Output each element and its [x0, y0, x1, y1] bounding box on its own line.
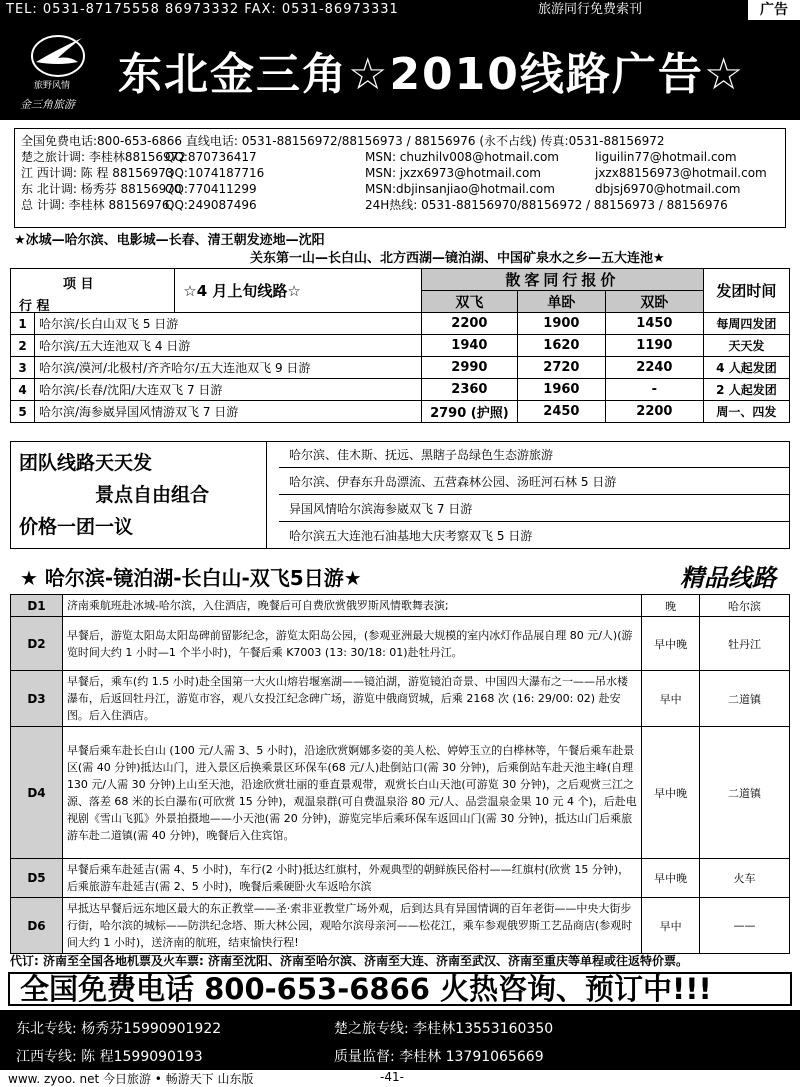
ad-tag: 广告 [748, 0, 800, 20]
row-route: 哈尔滨/海参崴异国风情游双飞 7 日游 [35, 401, 422, 423]
contact-email: dbjsj6970@hotmail.com [595, 182, 741, 196]
contact-hotline: 24H热线: 0531-88156970/88156972 / 88156973 / 88156976 [365, 198, 728, 212]
footer-contacts [0, 1010, 800, 1070]
day-meals: 早中 [642, 898, 700, 954]
price-double-flight: 2200 [421, 313, 517, 335]
hotline-banner: 全国免费电话 800-653-6866 火热咨询、预订中!!! [8, 972, 792, 1006]
table-row [11, 335, 790, 357]
row-number: 3 [11, 357, 35, 379]
contact-qq: QQ:1074187716 [165, 166, 265, 180]
table-row [11, 313, 790, 335]
team-slogan [11, 442, 267, 548]
contact-row [21, 197, 779, 213]
day-meals: 早中晚 [642, 727, 700, 859]
day-stay: 牡丹江 [700, 617, 790, 671]
row-number: 2 [11, 335, 35, 357]
price-double-sleeper: 1190 [605, 335, 703, 357]
publication-name: 旅游同行免费索刊 [538, 2, 643, 17]
table-row [11, 379, 790, 401]
price-double-sleeper: 2200 [605, 401, 703, 423]
day-meals: 早中 [642, 671, 700, 727]
price-double-sleeper: 2240 [605, 357, 703, 379]
banner [0, 20, 800, 120]
row-route: 哈尔滨/长春/沈阳/大连双飞 7 日游 [35, 379, 422, 401]
price-double-flight: 2360 [421, 379, 517, 401]
day-plan: 早餐后，游览太阳岛太阳岛碑前留影纪念，游览太阳岛公园，(参观亚洲最大规模的室内冰灯作品展自理 80 元/人)(游览时间大约 1 小时—1 个半小时)，午餐后乘 K7003 (13: 30/18: 01)赴牡丹江。 [62, 617, 641, 671]
slogan-line-3: 价格一团一议 [19, 516, 134, 538]
row-number: 5 [11, 401, 35, 423]
footer-jiangxi-line: 江西专线: 陈 程1599090193 [16, 1049, 203, 1065]
route-header: ☆4 月上旬线路☆ [175, 269, 422, 313]
row-departure: 每周四发团 [703, 313, 789, 335]
day-plan: 济南乘航班赴冰城-哈尔滨，入住酒店，晚餐后可自费欣赏俄罗斯风情歌舞表演; [62, 595, 641, 617]
day-plan: 早餐后乘车赴延吉(需 4、5 小时)，车行(2 小时)抵达红旗村，外观典型的朝鲜族民俗村——红旗村(欣赏 15 分钟)，后乘旅游车赴延吉(需 2、5 小时)，晚餐后乘硬卧火车返哈尔滨 [62, 859, 641, 898]
itinerary-row [11, 898, 790, 954]
day-stay: 火车 [700, 859, 790, 898]
day-plan: 早抵达早餐后远东地区最大的东正教堂——圣·索非亚教堂广场外观，后到达具有异国情调的百年老街——中央大街步行街，哈尔滨的城标——防洪纪念塔、斯大林公园，观哈尔滨母亲河——松花江，乘车参观俄罗斯工艺品商店(参观时间大约 1 小时)，送济南的航班，结束愉快行程! [62, 898, 641, 954]
team-route-item: 哈尔滨五大连池石油基地大庆考察双飞 5 日游 [289, 529, 533, 543]
featured-tag: 精品线路 [680, 564, 776, 592]
row-number: 1 [11, 313, 35, 335]
day-label: D6 [11, 898, 63, 954]
row-route: 哈尔滨/五大连池双飞 4 日游 [35, 335, 422, 357]
day-plan: 早餐后乘车赴长白山 (100 元/人需 3、5 小时)，沿途欣赏婀娜多姿的美人松、婷婷玉立的白桦林等，午餐后乘车赴景区(需 40 分钟)抵达山门，进入景区后换乘景区环保车(68 元/人)赴倒站口(需 30 分钟)，后乘倒站车赴天池主峰(自理 130 元/人需 30 分钟)上山至天池，沿途欣赏壮丽的垂直景观带，观赏长白山天池(可游览 30 分钟)，之后观赏三江之源、落差 68 米的长白瀑布(可欣赏 15 分钟)，观温泉群(可自费温泉浴 80 元/人、品尝温泉金果 10 元 4 个)，后赴电视剧《雪山飞狐》外景拍摄地——小天池(需 20 分钟)，游览完毕后乘环保车返回山门(需 30 分钟)，抵达山门后乘旅游车赴二道镇(需 40 分钟)，晚餐后入住宾馆。 [62, 727, 641, 859]
table-corner [11, 269, 175, 313]
contact-row [21, 165, 779, 181]
day-plan: 早餐后，乘车(约 1.5 小时)赴全国第一大火山熔岩堰塞湖——镜泊湖，游览镜泊奇景、中国四大瀑布之一——吊水楼瀑布，后返回牡丹江，游览市容，观八女投江纪念碑广场，游览中俄商贸城，后乘 2168 次 (16: 29/00: 02) 赴安图。后入住酒店。 [62, 671, 641, 727]
price-single-sleeper: 1620 [517, 335, 605, 357]
region-line-2: 关东第一山—长白山、北方西湖—镜泊湖、中国矿泉水之乡—五大连池★ [250, 251, 665, 266]
day-meals: 早中晚 [642, 617, 700, 671]
contact-email: liguilin77@hotmail.com [595, 150, 737, 164]
page-number: -41- [380, 1070, 404, 1084]
itinerary-row [11, 671, 790, 727]
row-departure: 4 人起发团 [703, 357, 789, 379]
contact-msn: MSN:dbjinsanjiao@hotmail.com [365, 182, 555, 196]
top-bar [0, 0, 800, 20]
contact-role: 楚之旅计调: 李桂林88156972 [21, 150, 186, 164]
row-departure: 周一、四发 [703, 401, 789, 423]
page-title: 东北金三角☆2010线路广告☆ [118, 49, 746, 100]
contact-qq: QQ:870736417 [165, 150, 257, 164]
region-intro [14, 232, 786, 268]
swallow-logo-icon [28, 32, 88, 78]
contact-row [21, 181, 779, 197]
price-single-sleeper: 1900 [517, 313, 605, 335]
brand-name: 旅野风情 [34, 81, 71, 91]
row-route: 哈尔滨/长白山双飞 5 日游 [35, 313, 422, 335]
corner-bottom: 行 程 [19, 299, 50, 314]
slogan-line-1: 团队线路天天发 [19, 452, 153, 474]
team-routes [10, 441, 790, 549]
day-stay: 哈尔滨 [700, 595, 790, 617]
contact-line-main: 全国免费电话:800-653-6866 直线电话: 0531-88156972/88156973 / 88156976 (永不占线) 传真:0531-88156972 [21, 134, 665, 148]
contact-qq: QQ:249087496 [165, 198, 257, 212]
team-route-item: 哈尔滨、伊春东升岛漂流、五营森林公园、汤旺河石林 5 日游 [279, 469, 789, 495]
table-row [11, 357, 790, 379]
day-stay: 二道镇 [700, 671, 790, 727]
price-double-sleeper: 1450 [605, 313, 703, 335]
contact-qq: QQ:770411299 [165, 182, 257, 196]
itinerary-row [11, 617, 790, 671]
price-double-flight: 1940 [421, 335, 517, 357]
contact-role: 总 计调: 李桂林 88156976 [21, 198, 170, 212]
price-double-sleeper: - [605, 379, 703, 401]
price-double-flight: 2790 (护照) [421, 401, 517, 423]
col-double-flight: 双飞 [421, 291, 517, 313]
day-label: D2 [11, 617, 63, 671]
price-single-sleeper: 2720 [517, 357, 605, 379]
logo [12, 28, 112, 112]
day-label: D5 [11, 859, 63, 898]
featured-title: ★ 哈尔滨-镜泊湖-长白山-双飞5日游★ [20, 566, 362, 590]
contact-msn: MSN: chuzhilv008@hotmail.com [365, 150, 559, 164]
departure-header: 发团时间 [703, 269, 789, 313]
row-number: 4 [11, 379, 35, 401]
day-stay: 二道镇 [700, 727, 790, 859]
day-label: D1 [11, 595, 63, 617]
page-footer [0, 1070, 800, 1086]
itinerary-table [10, 594, 790, 954]
row-route: 哈尔滨/漠河/北极村/齐齐哈尔/五大连池双飞 9 日游 [35, 357, 422, 379]
tel-fax: TEL: 0531-87175558 86973332 FAX: 0531-86973331 [6, 2, 399, 17]
day-meals: 早中晚 [642, 859, 700, 898]
row-departure: 2 人起发团 [703, 379, 789, 401]
contact-msn: MSN: jxzx6973@hotmail.com [365, 166, 541, 180]
col-double-sleeper: 双卧 [605, 291, 703, 313]
brand-signature: 金三角旅游 [20, 98, 75, 111]
col-single-sleeper: 单卧 [517, 291, 605, 313]
itinerary-row [11, 859, 790, 898]
footer-dongbei-line: 东北专线: 杨秀芬15990901922 [16, 1021, 222, 1037]
corner-top: 项 目 [63, 277, 94, 292]
day-stay: —— [700, 898, 790, 954]
price-single-sleeper: 1960 [517, 379, 605, 401]
price-double-flight: 2990 [421, 357, 517, 379]
contact-role: 东 北计调: 杨秀芬 88156970 [21, 182, 182, 196]
slogan-line-2: 景点自由组合 [95, 484, 210, 506]
price-table [10, 268, 790, 423]
table-row [11, 401, 790, 423]
contact-box [14, 128, 786, 228]
footer-quality-line: 质量监督: 李桂林 13791065669 [334, 1049, 544, 1065]
team-route-item: 哈尔滨、佳木斯、抚远、黑瞎子岛绿色生态游旅游 [279, 442, 789, 468]
itinerary-row [11, 727, 790, 859]
ticket-note: 代订: 济南至全国各地机票及火车票: 济南至沈阳、济南至哈尔滨、济南至大连、济南至武汉、济南至重庆等单程或往返特价票。 [10, 954, 688, 968]
price-single-sleeper: 2450 [517, 401, 605, 423]
quote-header: 散客同行报价 [421, 269, 703, 291]
day-label: D3 [11, 671, 63, 727]
footer-chuzhilv-line: 楚之旅专线: 李桂林13553160350 [334, 1021, 554, 1037]
contact-row [21, 149, 779, 165]
contact-role: 江 西计调: 陈 程 88156973 [21, 166, 174, 180]
day-meals: 晚 [642, 595, 700, 617]
itinerary-row [11, 595, 790, 617]
site-url: www. zyoo. net 今日旅游 • 畅游天下 山东版 [8, 1072, 254, 1086]
team-route-item: 异国风情哈尔滨海参崴双飞 7 日游 [279, 496, 789, 522]
day-label: D4 [11, 727, 63, 859]
featured-header [10, 558, 790, 594]
region-line-1: ★冰城—哈尔滨、电影城—长春、清王朝发迹地—沈阳 [14, 233, 325, 248]
contact-email: jxzx88156973@hotmail.com [595, 166, 767, 180]
row-departure: 天天发 [703, 335, 789, 357]
